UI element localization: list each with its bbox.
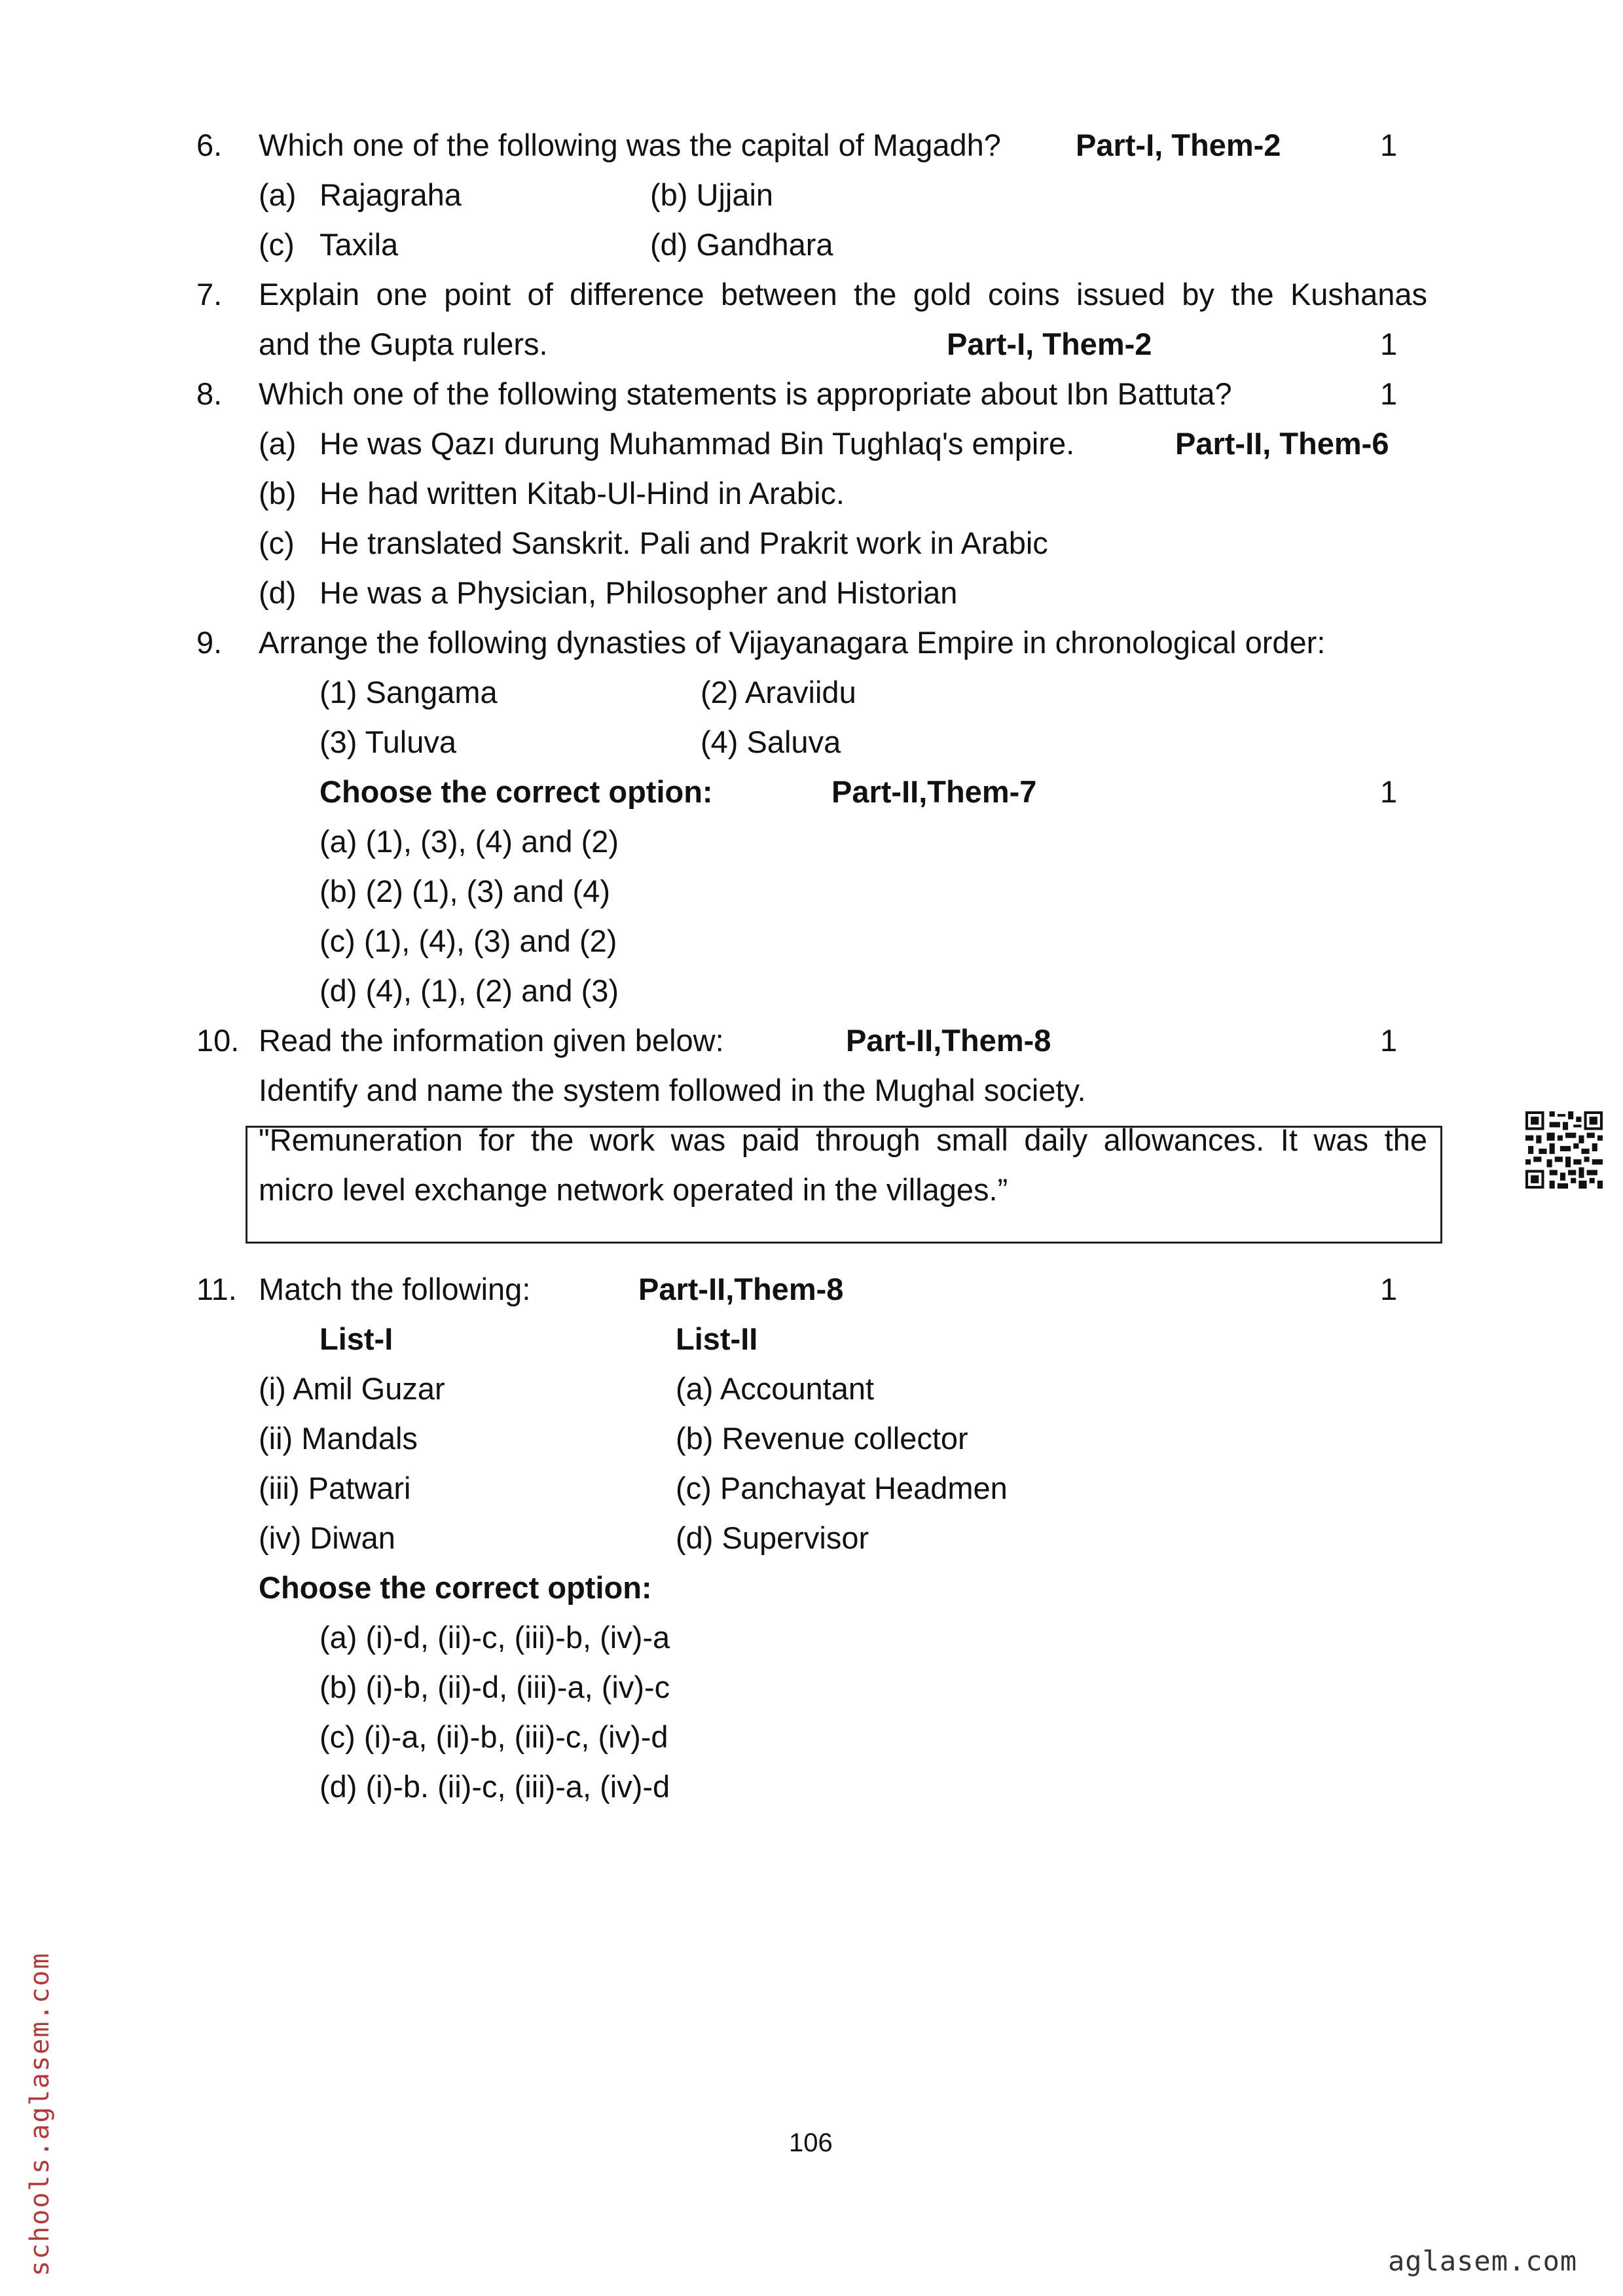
q8-option-c-text: He translated Sanskrit. Pali and Prakrit work in Arabic bbox=[319, 526, 1048, 560]
q11-option-b: (b) (i)-b, (ii)-d, (iii)-a, (iv)-c bbox=[319, 1670, 670, 1704]
q9-item-1: (1) Sangama bbox=[319, 675, 498, 709]
q9-option-a: (a) (1), (3), (4) and (2) bbox=[319, 824, 619, 859]
q10-number: 10. bbox=[196, 1023, 240, 1058]
qr-code-icon bbox=[1525, 1111, 1603, 1189]
q11-text: Match the following: bbox=[259, 1272, 531, 1306]
q8-number: 8. bbox=[196, 376, 223, 411]
q6-option-c-text: Taxila bbox=[319, 227, 399, 262]
q9-option-c: (c) (1), (4), (3) and (2) bbox=[319, 924, 617, 958]
q10-ref: Part-II,Them-8 bbox=[846, 1023, 1051, 1058]
q9-number: 9. bbox=[196, 625, 223, 660]
q6-option-b: (b) Ujjain bbox=[650, 177, 774, 212]
q8-option-d-label: (d) bbox=[259, 575, 297, 610]
side-watermark: schools.aglasem.com bbox=[25, 1952, 55, 2276]
q9-item-2: (2) Araviidu bbox=[701, 675, 856, 709]
q8-ref: Part-II, Them-6 bbox=[1175, 426, 1389, 461]
q11-ref: Part-II,Them-8 bbox=[638, 1272, 844, 1306]
q8-option-b-text: He had written Kitab-Ul-Hind in Arabic. bbox=[319, 476, 845, 511]
q8-option-b-label: (b) bbox=[259, 476, 297, 511]
q7-number: 7. bbox=[196, 277, 223, 312]
q11-list2-item: (a) Accountant bbox=[676, 1371, 875, 1406]
q8-mark: 1 bbox=[1380, 376, 1398, 411]
q6-text: Which one of the following was the capital of Magadh? bbox=[259, 128, 1001, 162]
q11-list1-item: (iv) Diwan bbox=[259, 1520, 395, 1555]
q6-option-a-label: (a) bbox=[259, 177, 297, 212]
q9-option-b: (b) (2) (1), (3) and (4) bbox=[319, 874, 610, 908]
footer-watermark: aglasem.com bbox=[1388, 2245, 1578, 2277]
q9-mark: 1 bbox=[1380, 774, 1398, 809]
q8-option-a-label: (a) bbox=[259, 426, 297, 461]
q8-option-c-label: (c) bbox=[259, 526, 295, 560]
q10-mark: 1 bbox=[1380, 1023, 1398, 1058]
q10-quote-line2: micro level exchange network operated in the villages.” bbox=[259, 1172, 1008, 1207]
q11-list2-item: (b) Revenue collector bbox=[676, 1421, 968, 1456]
q9-text: Arrange the following dynasties of Vijayanagara Empire in chronological order: bbox=[259, 625, 1326, 660]
q7-mark: 1 bbox=[1380, 327, 1398, 361]
q10-instruction: Identify and name the system followed in the Mughal society. bbox=[259, 1073, 1086, 1107]
q9-ref: Part-II,Them-7 bbox=[831, 774, 1037, 809]
q6-mark: 1 bbox=[1380, 128, 1398, 162]
q9-item-3: (3) Tuluva bbox=[319, 725, 456, 759]
q11-list2-item: (c) Panchayat Headmen bbox=[676, 1471, 1008, 1505]
q11-list1-item: (iii) Patwari bbox=[259, 1471, 411, 1505]
q8-text: Which one of the following statements is appropriate about Ibn Battuta? bbox=[259, 376, 1232, 411]
q7-ref: Part-I, Them-2 bbox=[947, 327, 1152, 361]
q7-text-line1: Explain one point of difference between the gold coins issued by the Kushanas bbox=[259, 277, 1427, 312]
q6-option-a-text: Rajagraha bbox=[319, 177, 462, 212]
q11-list1-item: (i) Amil Guzar bbox=[259, 1371, 445, 1406]
q9-option-d: (d) (4), (1), (2) and (3) bbox=[319, 973, 619, 1008]
q11-option-c: (c) (i)-a, (ii)-b, (iii)-c, (iv)-d bbox=[319, 1719, 668, 1754]
q11-option-a: (a) (i)-d, (ii)-c, (iii)-b, (iv)-a bbox=[319, 1620, 670, 1655]
q10-text: Read the information given below: bbox=[259, 1023, 724, 1058]
q6-number: 6. bbox=[196, 128, 223, 162]
q7-text-line2: and the Gupta rulers. bbox=[259, 327, 548, 361]
q10-quote-line1: "Remuneration for the work was paid through small daily allowances. It was the bbox=[259, 1122, 1427, 1157]
q11-option-d: (d) (i)-b. (ii)-c, (iii)-a, (iv)-d bbox=[319, 1769, 670, 1804]
page-number: 106 bbox=[789, 2128, 833, 2157]
q11-list2-item: (d) Supervisor bbox=[676, 1520, 869, 1555]
q6-option-c-label: (c) bbox=[259, 227, 295, 262]
q11-list1-heading: List-I bbox=[319, 1321, 393, 1356]
q6-option-d: (d) Gandhara bbox=[650, 227, 833, 262]
q9-choose: Choose the correct option: bbox=[319, 774, 713, 809]
q6-ref: Part-I, Them-2 bbox=[1076, 128, 1281, 162]
q11-choose: Choose the correct option: bbox=[259, 1570, 652, 1605]
q11-list2-heading: List-II bbox=[676, 1321, 758, 1356]
q9-item-4: (4) Saluva bbox=[701, 725, 841, 759]
q8-option-a-text: He was Qazı durung Muhammad Bin Tughlaq's empire. bbox=[319, 426, 1075, 461]
q8-option-d-text: He was a Physician, Philosopher and Historian bbox=[319, 575, 958, 610]
q11-number: 11. bbox=[196, 1272, 237, 1306]
q11-mark: 1 bbox=[1380, 1272, 1398, 1306]
q11-list1-item: (ii) Mandals bbox=[259, 1421, 418, 1456]
